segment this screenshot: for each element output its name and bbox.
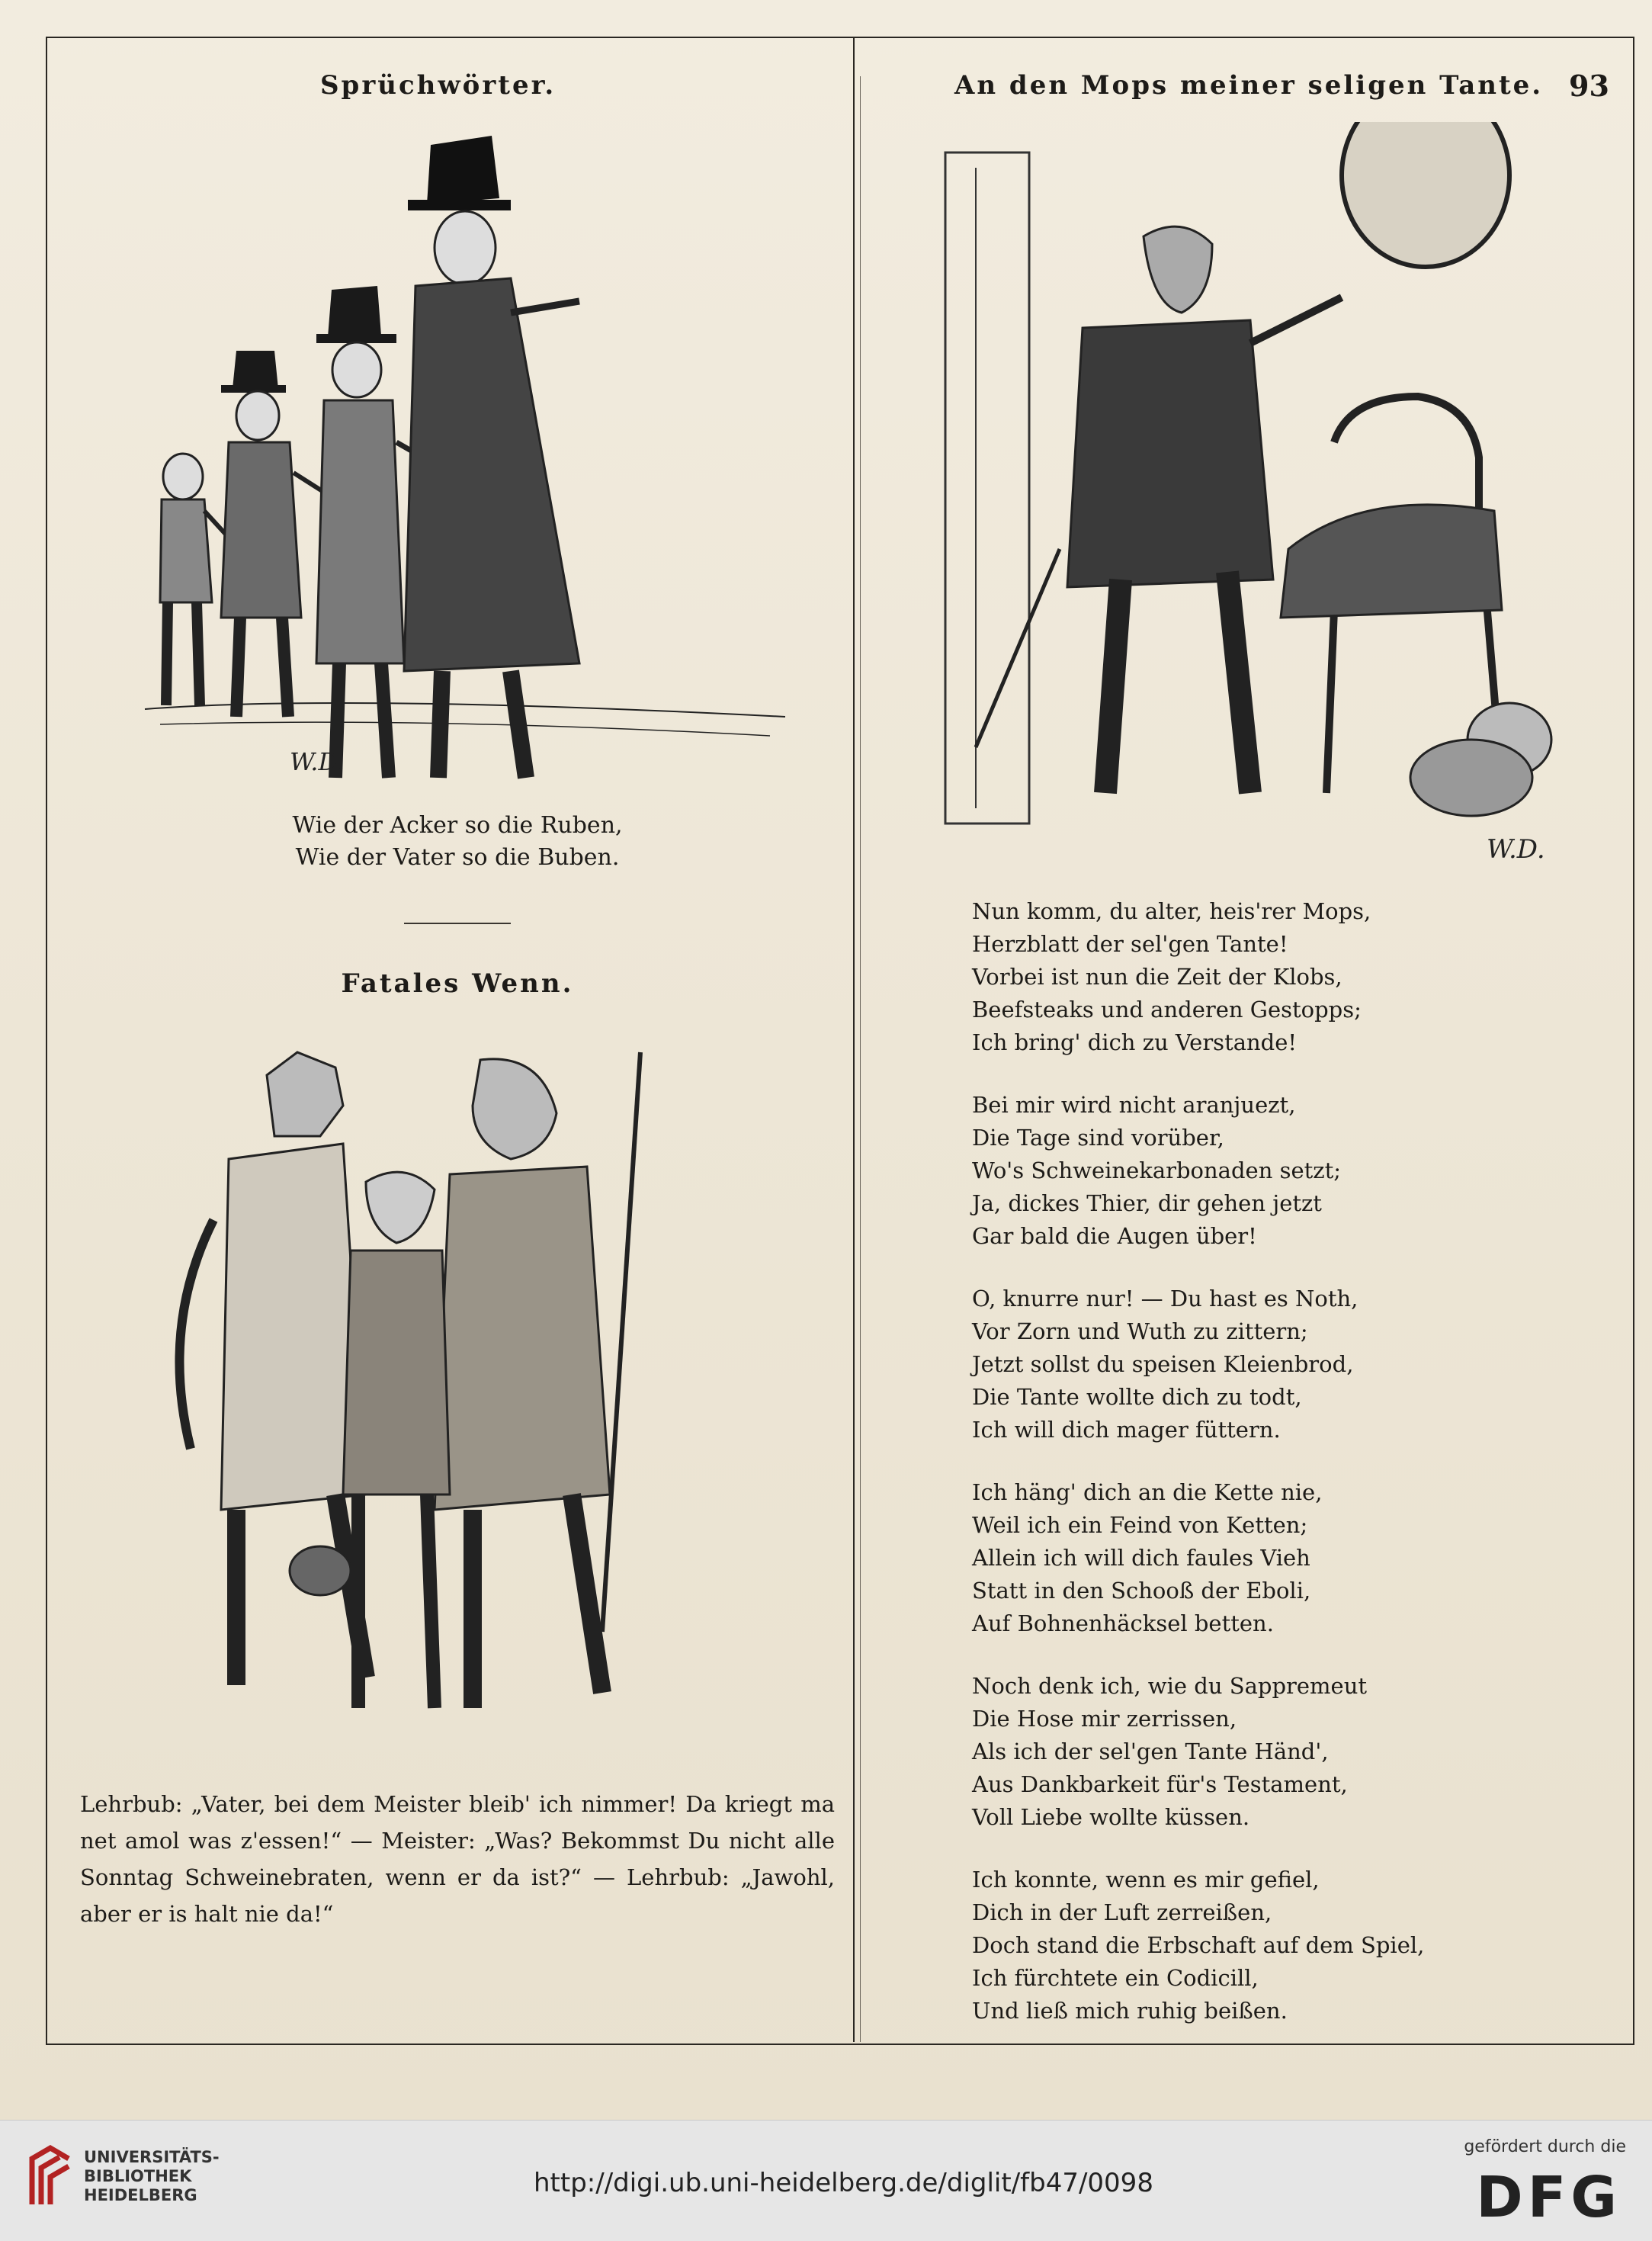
poem-stanza-3	[972, 1283, 1358, 1446]
father-with-stick-figure	[435, 1052, 640, 1708]
poem-line: Ich konnte, wenn es mir gefiel,	[972, 1867, 1320, 1893]
poem-line: Allein ich will dich faules Vieh	[972, 1545, 1310, 1571]
illustration-signature: W.D.	[1487, 834, 1545, 865]
caption-line: Wie der Acker so die Ruben,	[292, 812, 623, 839]
funded-by-label: gefördert durch die	[1464, 2137, 1626, 2156]
poem-line: Herzblatt der sel'gen Tante!	[972, 931, 1288, 957]
man-figure	[976, 226, 1342, 793]
illustration-father-and-sons	[114, 114, 800, 793]
poem-line: Und ließ mich ruhig beißen.	[972, 1998, 1288, 2024]
poem-line: Nun komm, du alter, heis'rer Mops,	[972, 898, 1371, 924]
poem-stanza-6	[972, 1864, 1424, 2027]
poem-line: Noch denk ich, wie du Sappremeut	[972, 1673, 1368, 1699]
dialog-text: Lehrbub: „Vater, bei dem Meister bleib' ich nimmer! Da kriegt ma net amol was z'essen!“ — Meister: „Was? Bekommst Du nicht alle Sonntag Schweinebraten, wenn er da ist?“ — Lehrbub: „Jawohl, aber er is halt nie da!“	[80, 1791, 835, 1927]
poem-stanza-4	[972, 1476, 1322, 1640]
poem-line: Vorbei ist nun die Zeit der Klobs,	[972, 964, 1342, 990]
left-header: Sprüchwörter.	[320, 70, 557, 101]
poem-line: Bei mir wird nicht aranjuezt,	[972, 1092, 1296, 1118]
small-boy-figure	[160, 454, 229, 705]
pug-dog	[1410, 703, 1551, 816]
poem-line: Als ich der sel'gen Tante Händ',	[972, 1739, 1329, 1764]
poem-line: O, knurre nur! — Du hast es Noth,	[972, 1286, 1358, 1312]
poem-line: Weil ich ein Feind von Ketten;	[972, 1512, 1308, 1538]
poem-line: Jetzt sollst du speisen Kleienbrod,	[972, 1351, 1354, 1377]
poem-line: Ich häng' dich an die Kette nie,	[972, 1479, 1323, 1505]
poem-line: Wo's Schweinekarbonaden setzt;	[972, 1157, 1341, 1183]
column-divider	[853, 37, 855, 2042]
poem-line: Voll Liebe wollte küssen.	[972, 1804, 1250, 1830]
section-divider	[404, 923, 511, 924]
permalink-url[interactable]: http://digi.ub.uni-heidelberg.de/diglit/fb47/0098	[534, 2168, 1153, 2198]
poem-line: Beefsteaks und anderen Gestopps;	[972, 997, 1362, 1023]
poem-line: Doch stand die Erbschaft auf dem Spiel,	[972, 1932, 1425, 1958]
library-name	[84, 2148, 220, 2205]
illustration-man-and-pug	[892, 122, 1593, 885]
poem-line: Die Hose mir zerrissen,	[972, 1706, 1237, 1732]
right-header: An den Mops meiner seligen Tante.	[954, 70, 1544, 101]
library-name-line: BIBLIOTHEK	[84, 2167, 192, 2185]
poem-line: Ja, dickes Thier, dir gehen jetzt	[972, 1190, 1322, 1216]
poem-line: Aus Dankbarkeit für's Testament,	[972, 1771, 1348, 1797]
university-logo-icon	[26, 2143, 75, 2210]
library-name-line: UNIVERSITÄTS-	[84, 2148, 220, 2166]
poem-stanza-2	[972, 1089, 1341, 1253]
poem-line: Ich will dich mager füttern.	[972, 1417, 1281, 1443]
page-number: 93	[1569, 69, 1609, 103]
dfg-logo: DFG	[1476, 2165, 1622, 2230]
poem-line: Die Tage sind vorüber,	[972, 1125, 1224, 1151]
poem-stanza-5	[972, 1670, 1367, 1834]
poem-line: Auf Bohnenhäcksel betten.	[972, 1610, 1274, 1636]
poem-stanza-1	[972, 895, 1371, 1059]
viewer-footer	[0, 2120, 1652, 2241]
poem-line: Die Tante wollte dich zu todt,	[972, 1384, 1302, 1410]
poem-line: Vor Zorn und Wuth zu zittern;	[972, 1318, 1308, 1344]
illustration-apprentice-scene	[114, 1022, 800, 1769]
portrait-frame	[1342, 122, 1509, 267]
poem-line: Statt in den Schooß der Eboli,	[972, 1578, 1311, 1604]
section-title: Fatales Wenn.	[341, 968, 574, 999]
proverb-caption	[114, 810, 800, 874]
caption-line: Wie der Vater so die Buben.	[295, 844, 620, 871]
column-divider-inner	[860, 76, 861, 2042]
poem-line: Ich bring' dich zu Verstande!	[972, 1029, 1298, 1055]
poem-line: Gar bald die Augen über!	[972, 1223, 1257, 1249]
poem-line: Ich fürchtete ein Codicill,	[972, 1965, 1259, 1991]
illustration-signature: W.D.	[290, 747, 345, 776]
father-figure	[404, 136, 579, 778]
library-name-line: HEIDELBERG	[84, 2186, 197, 2204]
poem-line: Dich in der Luft zerreißen,	[972, 1899, 1272, 1925]
